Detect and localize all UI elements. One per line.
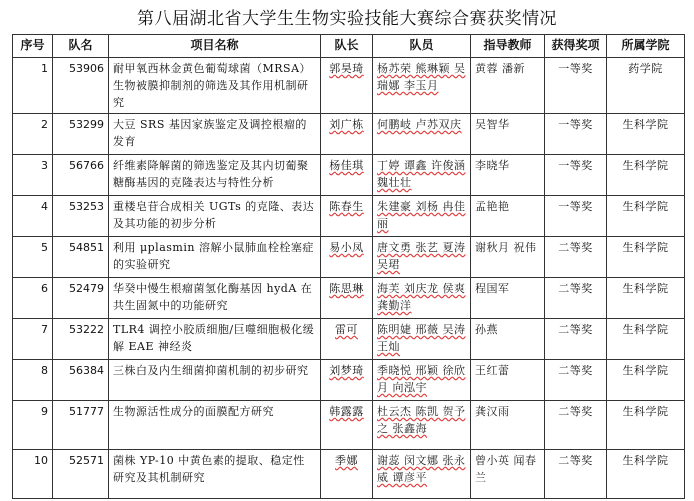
page-title: 第八届湖北省大学生生物实验技能大赛综合赛获奖情况	[137, 9, 557, 29]
cell-college: 生科学院	[607, 278, 685, 319]
header-college: 所属学院	[607, 35, 685, 58]
cell-leader: 陈春生	[321, 196, 373, 237]
cell-advisor: 孟艳艳	[471, 196, 545, 237]
cell-advisor: 黄蓉 潘新	[471, 58, 545, 114]
cell-no: 4	[13, 196, 53, 237]
header-award: 获得奖项	[545, 35, 607, 58]
cell-leader: 郭昊琦	[321, 58, 373, 114]
cell-members: 季晓悦 邢颖 徐欣月 向泓宇	[373, 360, 471, 401]
cell-leader: 雷可	[321, 319, 373, 360]
table-row	[13, 58, 685, 114]
cell-advisor: 曾小英 闻春兰	[471, 450, 545, 499]
cell-award: 二等奖	[545, 319, 607, 360]
cell-team: 53906	[53, 58, 109, 114]
cell-project: 大豆 SRS 基因家族鉴定及调控根瘤的发育	[109, 114, 321, 155]
cell-members: 丁婷 谭鑫 许俊涵 魏壮壮	[373, 155, 471, 196]
cell-award: 一等奖	[545, 196, 607, 237]
table-body	[13, 58, 685, 499]
cell-college: 生科学院	[607, 319, 685, 360]
cell-advisor: 程国军	[471, 278, 545, 319]
cell-award: 一等奖	[545, 58, 607, 114]
header-team: 队名	[53, 35, 109, 58]
cell-team: 56766	[53, 155, 109, 196]
table-header-row	[13, 35, 685, 58]
cell-advisor: 孙燕	[471, 319, 545, 360]
header-project: 项目名称	[109, 35, 321, 58]
cell-award: 二等奖	[545, 360, 607, 401]
table-row	[13, 278, 685, 319]
header-no: 序号	[13, 35, 53, 58]
cell-members: 朱建豪 刘杨 冉佳丽	[373, 196, 471, 237]
cell-project: 华癸中慢生根瘤菌氢化酶基因 hydA 在共生固氮中的功能研究	[109, 278, 321, 319]
cell-project: 纤维素降解菌的筛选鉴定及其内切葡聚糖酶基因的克隆表达与特性分析	[109, 155, 321, 196]
cell-no: 8	[13, 360, 53, 401]
table-row	[13, 401, 685, 450]
cell-project: 重楼皂苷合成相关 UGTs 的克隆、表达及其功能的初步分析	[109, 196, 321, 237]
cell-project: 利用 μplasmin 溶解小鼠肺血栓栓塞症的实验研究	[109, 237, 321, 278]
table-row	[13, 237, 685, 278]
cell-leader: 陈思琳	[321, 278, 373, 319]
cell-members: 唐文勇 张艺 夏涛 吴珺	[373, 237, 471, 278]
cell-leader: 刘梦琦	[321, 360, 373, 401]
cell-advisor: 李晓华	[471, 155, 545, 196]
cell-members: 杜云杰 陈凯 贺予之 张鑫海	[373, 401, 471, 450]
cell-advisor: 龚汉雨	[471, 401, 545, 450]
cell-no: 7	[13, 319, 53, 360]
cell-advisor: 谢秋月 祝伟	[471, 237, 545, 278]
header-leader: 队长	[321, 35, 373, 58]
cell-team: 52571	[53, 450, 109, 499]
cell-team: 53222	[53, 319, 109, 360]
cell-college: 生科学院	[607, 401, 685, 450]
header-members: 队员	[373, 35, 471, 58]
cell-leader: 杨佳琪	[321, 155, 373, 196]
cell-college: 生科学院	[607, 237, 685, 278]
header-advisor: 指导教师	[471, 35, 545, 58]
table-row	[13, 114, 685, 155]
cell-award: 二等奖	[545, 401, 607, 450]
cell-project: 生物源活性成分的面膜配方研究	[109, 401, 321, 450]
cell-no: 5	[13, 237, 53, 278]
cell-project: 耐甲氧西林金黄色葡萄球菌（MRSA）生物被膜抑制剂的筛选及其作用机制研究	[109, 58, 321, 114]
cell-project: 三株白及内生细菌抑菌机制的初步研究	[109, 360, 321, 401]
cell-project: TLR4 调控小胶质细胞/巨噬细胞极化缓解 EAE 神经炎	[109, 319, 321, 360]
cell-leader: 刘广栋	[321, 114, 373, 155]
cell-no: 2	[13, 114, 53, 155]
cell-award: 二等奖	[545, 450, 607, 499]
cell-project: 菌株 YP-10 中黄色素的提取、稳定性研究及其机制研究	[109, 450, 321, 499]
cell-award: 二等奖	[545, 237, 607, 278]
cell-members: 何鹏岐 卢苏双庆	[373, 114, 471, 155]
cell-college: 生科学院	[607, 155, 685, 196]
cell-no: 3	[13, 155, 53, 196]
awards-table	[12, 34, 685, 499]
cell-leader: 韩露露	[321, 401, 373, 450]
cell-award: 一等奖	[545, 114, 607, 155]
cell-advisor: 吴智华	[471, 114, 545, 155]
cell-award: 二等奖	[545, 278, 607, 319]
cell-college: 生科学院	[607, 114, 685, 155]
cell-no: 10	[13, 450, 53, 499]
cell-leader: 易小凤	[321, 237, 373, 278]
cell-members: 海芙 刘庆龙 侯爽 龚勤洋	[373, 278, 471, 319]
cell-college: 生科学院	[607, 196, 685, 237]
cell-members: 陈明婕 邢薇 吴涛 王灿	[373, 319, 471, 360]
table-row	[13, 155, 685, 196]
table-row	[13, 450, 685, 499]
cell-team: 51777	[53, 401, 109, 450]
cell-team: 52479	[53, 278, 109, 319]
cell-no: 1	[13, 58, 53, 114]
cell-no: 9	[13, 401, 53, 450]
cell-team: 56384	[53, 360, 109, 401]
cell-award: 一等奖	[545, 155, 607, 196]
cell-advisor: 王红蕾	[471, 360, 545, 401]
cell-members: 杨苏荣 熊琳颖 吴瑞娜 李玉月	[373, 58, 471, 114]
cell-team: 53299	[53, 114, 109, 155]
cell-no: 6	[13, 278, 53, 319]
table-row	[13, 196, 685, 237]
cell-college: 药学院	[607, 58, 685, 114]
table-row	[13, 319, 685, 360]
cell-college: 生科学院	[607, 360, 685, 401]
cell-members: 谢蕊 闵文娜 张永威 谭彦平	[373, 450, 471, 499]
table-row	[13, 360, 685, 401]
cell-team: 54851	[53, 237, 109, 278]
cell-leader: 季娜	[321, 450, 373, 499]
cell-college: 生科学院	[607, 450, 685, 499]
cell-team: 53253	[53, 196, 109, 237]
